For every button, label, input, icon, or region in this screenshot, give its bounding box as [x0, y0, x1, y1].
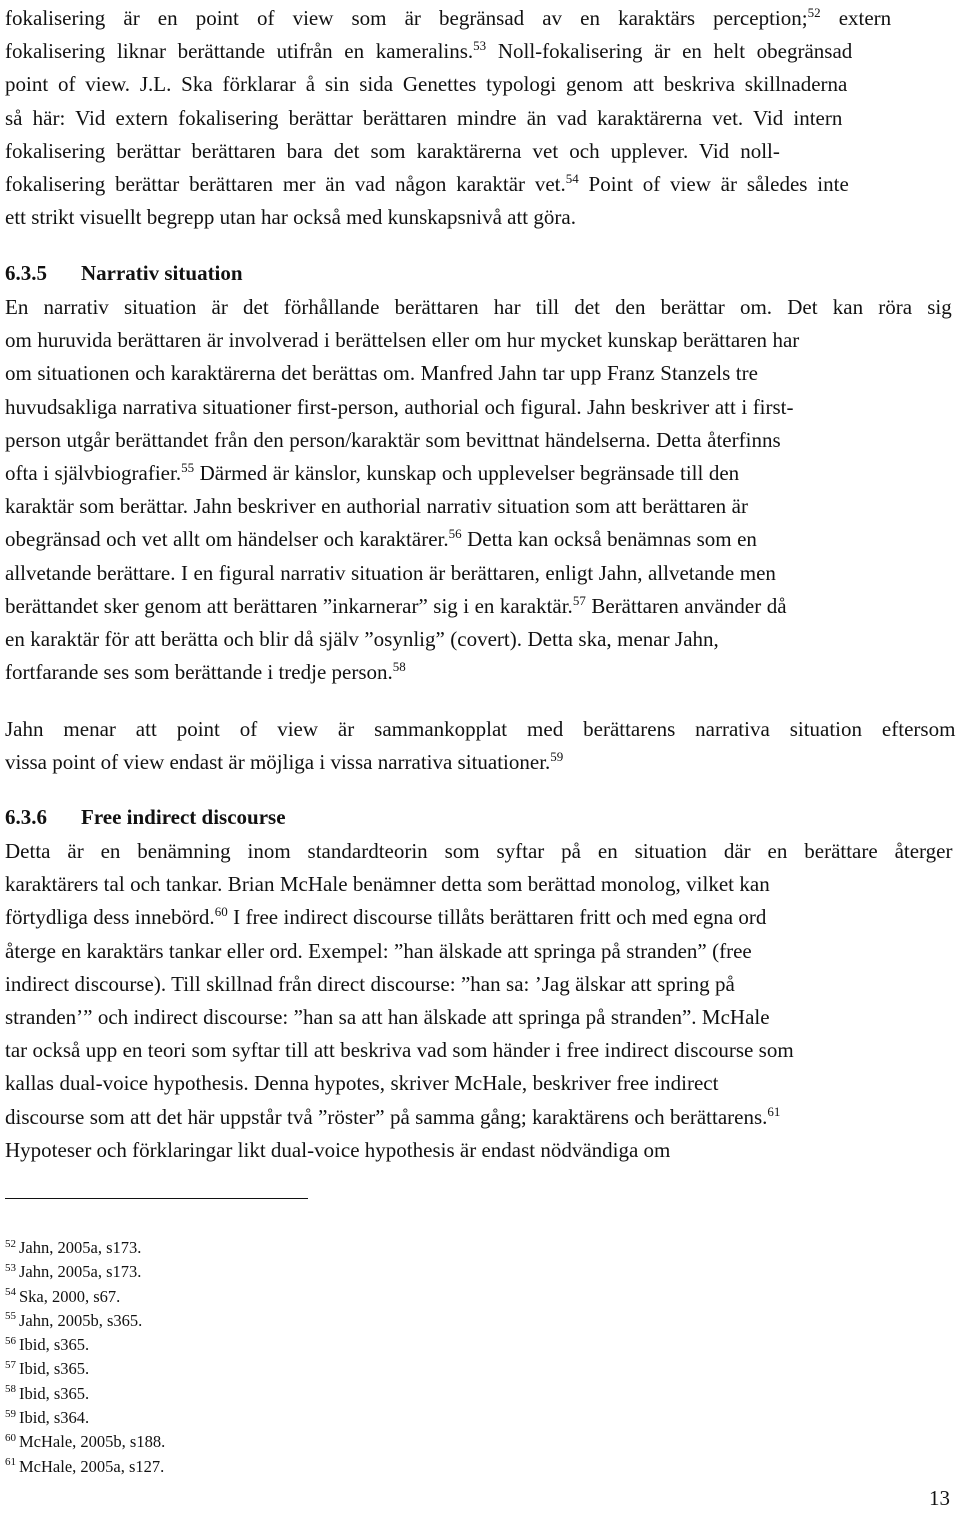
section-number: 6.3.6	[5, 805, 47, 829]
text-line	[5, 935, 953, 968]
footnote-number: 59	[5, 1407, 16, 1420]
text-line	[5, 35, 891, 68]
footnote-text: Ibid, s365.	[19, 1335, 90, 1355]
footnote-separator	[5, 1198, 308, 1199]
line-text: Hypoteser och förklaringar likt dual-voice hypothesis är endast nödvändiga om	[5, 1137, 671, 1162]
line-text: om situationen och karaktärerna det berättas om. Manfred Jahn tar upp Franz Stanzels tre	[5, 361, 758, 386]
text-line	[5, 490, 952, 523]
line-text: karaktärers tal och tankar. Brian McHale benämner detta som berättad monolog, vilket kan	[5, 872, 770, 897]
line-text: återge en karaktärs tankar eller ord. Exempel: ”han älskade att springa på stranden” (free	[5, 938, 752, 963]
footnote-item	[5, 1430, 165, 1454]
footnote-item	[5, 1357, 165, 1381]
line-text: extern	[820, 6, 892, 30]
text-line	[5, 291, 952, 324]
line-text: berättandet sker genom att berättaren ”inkarnerar” sig i en karaktär.	[5, 593, 573, 618]
footnote-text: Jahn, 2005b, s365.	[19, 1310, 143, 1330]
footnote-ref[interactable]: 59	[550, 749, 564, 765]
text-line	[5, 457, 952, 490]
text-line	[5, 557, 952, 590]
footnote-number: 53	[5, 1261, 16, 1274]
footnote-number: 61	[5, 1456, 16, 1469]
footnote-item	[5, 1406, 165, 1430]
line-text: Därmed är känslor, kunskap och upplevelser begränsade till den	[194, 461, 740, 486]
line-text: fokalisering berättar berättaren bara det som karaktärerna vet och upplever. Vid noll-	[5, 138, 780, 163]
line-text: huvudsakliga narrativa situationer first-person, authorial och figural. Jahn beskriver att i first-	[5, 394, 794, 419]
paragraph-narrativ-situation	[5, 291, 952, 689]
footnote-ref[interactable]: 54	[565, 171, 579, 187]
footnote-item	[5, 1309, 165, 1333]
footnote-text: Ibid, s365.	[19, 1359, 90, 1379]
footnote-text: Jahn, 2005a, s173.	[19, 1262, 142, 1282]
line-text: Detta kan också benämnas som en	[461, 527, 757, 552]
paragraph-free-indirect-discourse	[5, 835, 953, 1167]
section-title: Narrativ situation	[81, 261, 243, 285]
footnote-ref[interactable]: 52	[807, 5, 821, 20]
text-line	[5, 424, 952, 457]
line-text: obegränsad och vet allt om händelser och karaktärer.	[5, 527, 449, 552]
text-line	[5, 324, 952, 357]
footnote-number: 54	[5, 1286, 16, 1299]
footnote-text: McHale, 2005b, s188.	[19, 1432, 166, 1452]
line-text: tar också upp en teori som syftar till att beskriva vad som händer i free indirect discourse som	[5, 1038, 794, 1063]
line-text: Jahn menar att point of view är sammankopplat med berättarens narrativa situation eftersom	[5, 717, 956, 741]
section-title: Free indirect discourse	[81, 805, 286, 829]
text-line	[5, 1067, 953, 1100]
footnote-item	[5, 1333, 165, 1357]
line-text: person utgår berättandet från den person/karaktär som bevittnat händelserna. Detta återfinns	[5, 427, 781, 452]
line-text: förtydliga dess innebörd.	[5, 905, 215, 930]
footnote-ref[interactable]: 57	[572, 592, 586, 608]
footnote-text: Ska, 2000, s67.	[19, 1286, 121, 1306]
footnote-ref[interactable]: 58	[392, 659, 406, 675]
line-text: stranden’” och indirect discourse: ”han sa att han älskade att springa på stranden”. McHale	[5, 1005, 770, 1030]
footnote-number: 52	[5, 1237, 16, 1250]
footnote-text: Ibid, s365.	[19, 1383, 90, 1403]
line-text: indirect discourse). Till skillnad från direct discourse: ”han sa: ’Jag älskar att spring på	[5, 971, 735, 996]
text-line	[5, 656, 952, 689]
footnote-item	[5, 1236, 165, 1260]
text-line	[5, 1134, 953, 1167]
footnote-number: 56	[5, 1334, 16, 1347]
line-text: Point of view är således inte	[578, 172, 849, 197]
text-line	[5, 1101, 953, 1134]
section-number: 6.3.5	[5, 261, 47, 285]
line-text: En narrativ situation är det förhållande berättaren har till det den berättar om. Det kan röra sig	[5, 295, 952, 319]
footnote-text: McHale, 2005a, s127.	[19, 1456, 165, 1476]
footnotes-list	[5, 1236, 165, 1479]
line-text: vissa point of view endast är möjliga i vissa narrativa situationer.	[5, 750, 551, 775]
line-text: point of view. J.L. Ska förklarar å sin sida Genettes typologi genom att beskriva skillnaderna	[5, 72, 848, 97]
line-text: så här: Vid extern fokalisering berättar berättaren mindre än vad karaktärerna vet. Vid intern	[5, 105, 843, 130]
footnote-ref[interactable]: 55	[181, 460, 195, 476]
line-text: fokalisering berättar berättaren mer än vad någon karaktär vet.	[5, 172, 566, 197]
line-text: karaktär som berättar. Jahn beskriver en authorial narrativ situation som att berättaren är	[5, 494, 748, 519]
section-heading-free-indirect-discourse	[5, 801, 286, 834]
line-text: en karaktär för att berätta och blir då själv ”osynlig” (covert). Detta ska, menar Jahn,	[5, 627, 719, 652]
paragraph-fokalisering	[5, 2, 891, 234]
line-text: Berättaren använder då	[585, 593, 787, 618]
footnote-ref[interactable]: 53	[473, 38, 487, 54]
footnote-ref[interactable]: 56	[448, 526, 462, 542]
text-line	[5, 1001, 953, 1034]
text-line	[5, 201, 891, 234]
line-text: discourse som att det här uppstår två ”röster” på samma gång; karaktärens och berättarens.	[5, 1104, 768, 1129]
text-line	[5, 746, 955, 779]
footnote-item	[5, 1260, 165, 1284]
footnote-number: 60	[5, 1431, 16, 1444]
text-line	[5, 168, 891, 201]
footnote-item	[5, 1382, 165, 1406]
text-line	[5, 713, 955, 746]
line-text: kallas dual-voice hypothesis. Denna hypotes, skriver McHale, beskriver free indirect	[5, 1071, 719, 1096]
text-line	[5, 968, 953, 1001]
text-line	[5, 357, 952, 390]
page-number: 13	[929, 1486, 950, 1510]
text-line	[5, 135, 891, 168]
footnote-number: 55	[5, 1310, 16, 1323]
text-line	[5, 102, 891, 135]
footnote-item	[5, 1455, 165, 1479]
footnote-item	[5, 1285, 165, 1309]
line-text: fokalisering är en point of view som är begränsad av en karaktärs perception;	[5, 6, 808, 30]
line-text: Detta är en benämning inom standardteorin som syftar på en situation där en berättare återger	[5, 839, 953, 863]
line-text: ett strikt visuellt begrepp utan har också med kunskapsnivå att göra.	[5, 205, 576, 230]
footnote-text: Ibid, s364.	[19, 1408, 90, 1428]
text-line	[5, 523, 952, 556]
line-text: Noll-fokalisering är en helt obegränsad	[486, 39, 853, 64]
line-text: I free indirect discourse tillåts berättaren fritt och med egna ord	[227, 905, 767, 930]
text-line	[5, 391, 952, 424]
line-text: fortfarande ses som berättande i tredje person.	[5, 660, 393, 685]
text-line	[5, 68, 891, 101]
footnote-ref[interactable]: 61	[767, 1103, 781, 1119]
text-line	[5, 868, 953, 901]
footnote-number: 58	[5, 1383, 16, 1396]
text-line	[5, 2, 891, 35]
text-line	[5, 623, 952, 656]
section-heading-narrativ-situation	[5, 257, 243, 290]
line-text: om huruvida berättaren är involverad i berättelsen eller om hur mycket kunskap berättaren har	[5, 328, 800, 353]
footnote-text: Jahn, 2005a, s173.	[19, 1238, 142, 1257]
text-line	[5, 1034, 953, 1067]
text-line	[5, 835, 953, 868]
paragraph-point-of-view	[5, 713, 955, 779]
footnote-number: 57	[5, 1358, 16, 1371]
text-line	[5, 590, 952, 623]
line-text: allvetande berättare. I en figural narrativ situation är berättaren, enligt Jahn, allvetande men	[5, 560, 776, 585]
line-text: ofta i självbiografier.	[5, 461, 182, 486]
footnote-ref[interactable]: 60	[214, 904, 228, 920]
line-text: fokalisering liknar berättande utifrån en kameralins.	[5, 39, 474, 64]
text-line	[5, 901, 953, 934]
